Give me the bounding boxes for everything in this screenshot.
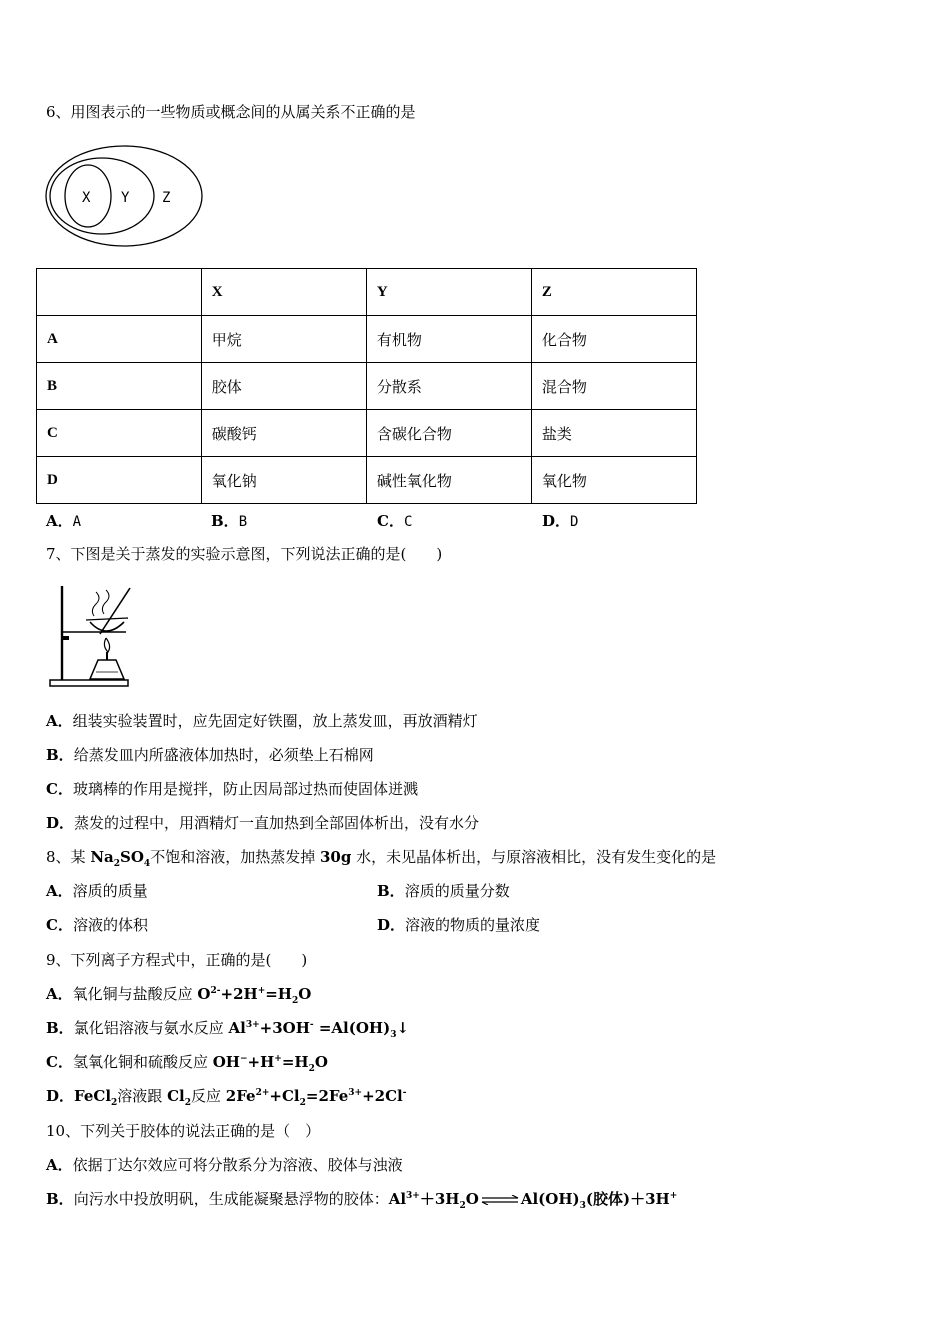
- table-cell: 胶体: [201, 363, 366, 410]
- evaporation-apparatus-illustration: [46, 582, 132, 690]
- option-key: B．: [46, 746, 74, 764]
- q10-option-b[interactable]: [46, 1189, 677, 1209]
- alcohol-lamp: [90, 660, 124, 679]
- table-cell: Y: [366, 269, 531, 316]
- table-cell: 分散系: [366, 363, 531, 410]
- q7-option-b[interactable]: [46, 745, 374, 765]
- q7-option-d[interactable]: [46, 813, 479, 833]
- q8-option-c[interactable]: [46, 915, 148, 935]
- q6-option-a[interactable]: [46, 510, 81, 531]
- option-text: 氯化铝溶液与氨水反应: [73, 1019, 229, 1037]
- q8-option-a[interactable]: [46, 881, 148, 901]
- table-cell: 碱性氧化物: [366, 457, 531, 504]
- option-key: A．: [46, 512, 73, 530]
- option-key: A．: [46, 1156, 73, 1174]
- table-cell: C: [37, 410, 202, 457]
- stem-text: 不饱和溶液，加热蒸发掉: [150, 848, 320, 866]
- table-cell: 碳酸钙: [201, 410, 366, 457]
- equation: $2Fe^{2+}+Cl_2=2Fe^{3+}+2Cl^-$: [225, 1087, 407, 1108]
- option-text: 玻璃棒的作用是搅拌，防止因局部过热而使固体迸溅: [72, 780, 418, 798]
- q6-option-b[interactable]: [211, 510, 247, 531]
- q9-option-d[interactable]: [46, 1086, 406, 1106]
- table-cell: X: [201, 269, 366, 316]
- option-key: A．: [46, 882, 73, 900]
- q9-option-a[interactable]: [46, 984, 311, 1004]
- option-key: C．: [46, 916, 73, 934]
- stem-text: 水，未见晶体析出，与原溶液相比，没有发生变化的是: [351, 848, 717, 866]
- formula: FeCl$_2$: [74, 1087, 118, 1108]
- table-cell: 混合物: [531, 363, 696, 410]
- option-text: A: [72, 514, 82, 530]
- option-key: D．: [46, 1087, 75, 1105]
- table-row: [37, 316, 697, 363]
- option-key: C．: [377, 512, 404, 530]
- option-key: B．: [211, 512, 239, 530]
- table-cell: [37, 269, 202, 316]
- venn-diagram: [44, 140, 206, 252]
- q8-option-b[interactable]: [377, 881, 510, 901]
- option-text: 给蒸发皿内所盛液体加热时，必须垫上石棉网: [73, 746, 374, 764]
- formula: $Cl_2$: [167, 1087, 191, 1108]
- reversible-arrow-icon: [481, 1195, 519, 1205]
- option-text: 向污水中投放明矾，生成能凝聚悬浮物的胶体：: [73, 1190, 389, 1208]
- option-key: D．: [46, 814, 75, 832]
- option-text: 反应: [190, 1087, 226, 1105]
- option-key: A．: [46, 712, 73, 730]
- venn-label-y: Y: [121, 190, 130, 206]
- q9-option-c[interactable]: [46, 1052, 328, 1072]
- q8-stem: [46, 847, 716, 867]
- q7-option-c[interactable]: [46, 779, 418, 799]
- option-text: D: [570, 514, 579, 530]
- option-key: B．: [46, 1019, 74, 1037]
- table-cell: 氧化钠: [201, 457, 366, 504]
- equation: $OH^-+H^+=H_2O$: [212, 1053, 328, 1074]
- table-header-row: [37, 269, 697, 316]
- q9-stem: 9、下列离子方程式中，正确的是( ): [46, 951, 308, 969]
- option-key: B．: [377, 882, 405, 900]
- q6-option-c[interactable]: [377, 510, 412, 531]
- table-cell: 盐类: [531, 410, 696, 457]
- formula: $Na_2SO_4$: [90, 848, 151, 869]
- option-text: 溶液的物质的量浓度: [405, 916, 541, 934]
- table-cell: 甲烷: [201, 316, 366, 363]
- option-text: 溶液的体积: [72, 916, 148, 934]
- table-row: [37, 363, 697, 410]
- option-text: 蒸发的过程中，用酒精灯一直加热到全部固体析出，没有水分: [74, 814, 480, 832]
- option-text: 溶质的质量: [72, 882, 148, 900]
- option-text: C: [403, 514, 413, 530]
- q10-option-a[interactable]: [46, 1155, 403, 1175]
- table-cell: 化合物: [531, 316, 696, 363]
- flame: [104, 638, 109, 652]
- option-key: D．: [377, 916, 406, 934]
- option-key: C．: [46, 1053, 73, 1071]
- option-text: 组装实验装置时，应先固定好铁圈，放上蒸发皿，再放酒精灯: [72, 712, 478, 730]
- option-text: 氧化铜与盐酸反应: [72, 985, 198, 1003]
- table-cell: 氧化物: [531, 457, 696, 504]
- q10-stem: 10、下列关于胶体的说法正确的是（ ）: [46, 1122, 321, 1140]
- venn-label-x: X: [82, 190, 91, 206]
- q8-option-d[interactable]: [377, 915, 540, 935]
- table-cell: Z: [531, 269, 696, 316]
- stem-text: 8、某: [46, 848, 91, 866]
- table-cell: 含碳化合物: [366, 410, 531, 457]
- table-row: [37, 457, 697, 504]
- option-text: 氢氧化铜和硫酸反应: [72, 1053, 213, 1071]
- q6-table: [36, 268, 697, 504]
- q9-option-b[interactable]: [46, 1018, 409, 1038]
- table-cell: D: [37, 457, 202, 504]
- q7-stem: 7、下图是关于蒸发的实验示意图，下列说法正确的是( ): [46, 545, 443, 563]
- q7-option-a[interactable]: [46, 711, 478, 731]
- table-cell: A: [37, 316, 202, 363]
- table-cell: B: [37, 363, 202, 410]
- option-text: 溶质的质量分数: [404, 882, 510, 900]
- q6-stem: 6、用图表示的一些物质或概念间的从属关系不正确的是: [46, 103, 416, 121]
- option-key: C．: [46, 780, 73, 798]
- q6-option-d[interactable]: [542, 510, 578, 531]
- option-key: D．: [542, 512, 571, 530]
- equation: $O^{2-}+2H^+=H_2O$: [197, 985, 312, 1006]
- stand-base: [50, 680, 128, 686]
- equation: $Al^{3+}+3OH^-$ $=Al(OH)_3↓$: [228, 1019, 410, 1040]
- option-text: 依据丁达尔效应可将分散系分为溶液、胶体与浊液: [72, 1156, 403, 1174]
- option-key: B．: [46, 1190, 74, 1208]
- mass-value: 30g: [319, 848, 352, 866]
- table-cell: 有机物: [366, 316, 531, 363]
- option-text: B: [238, 514, 248, 530]
- table-row: [37, 410, 697, 457]
- venn-label-z: Z: [162, 190, 171, 206]
- option-text: 溶液跟: [117, 1087, 168, 1105]
- equation: $Al^{3+}+3H_2O$ $Al(OH)_3$(胶体)＋3H+: [388, 1190, 678, 1211]
- option-key: A．: [46, 985, 73, 1003]
